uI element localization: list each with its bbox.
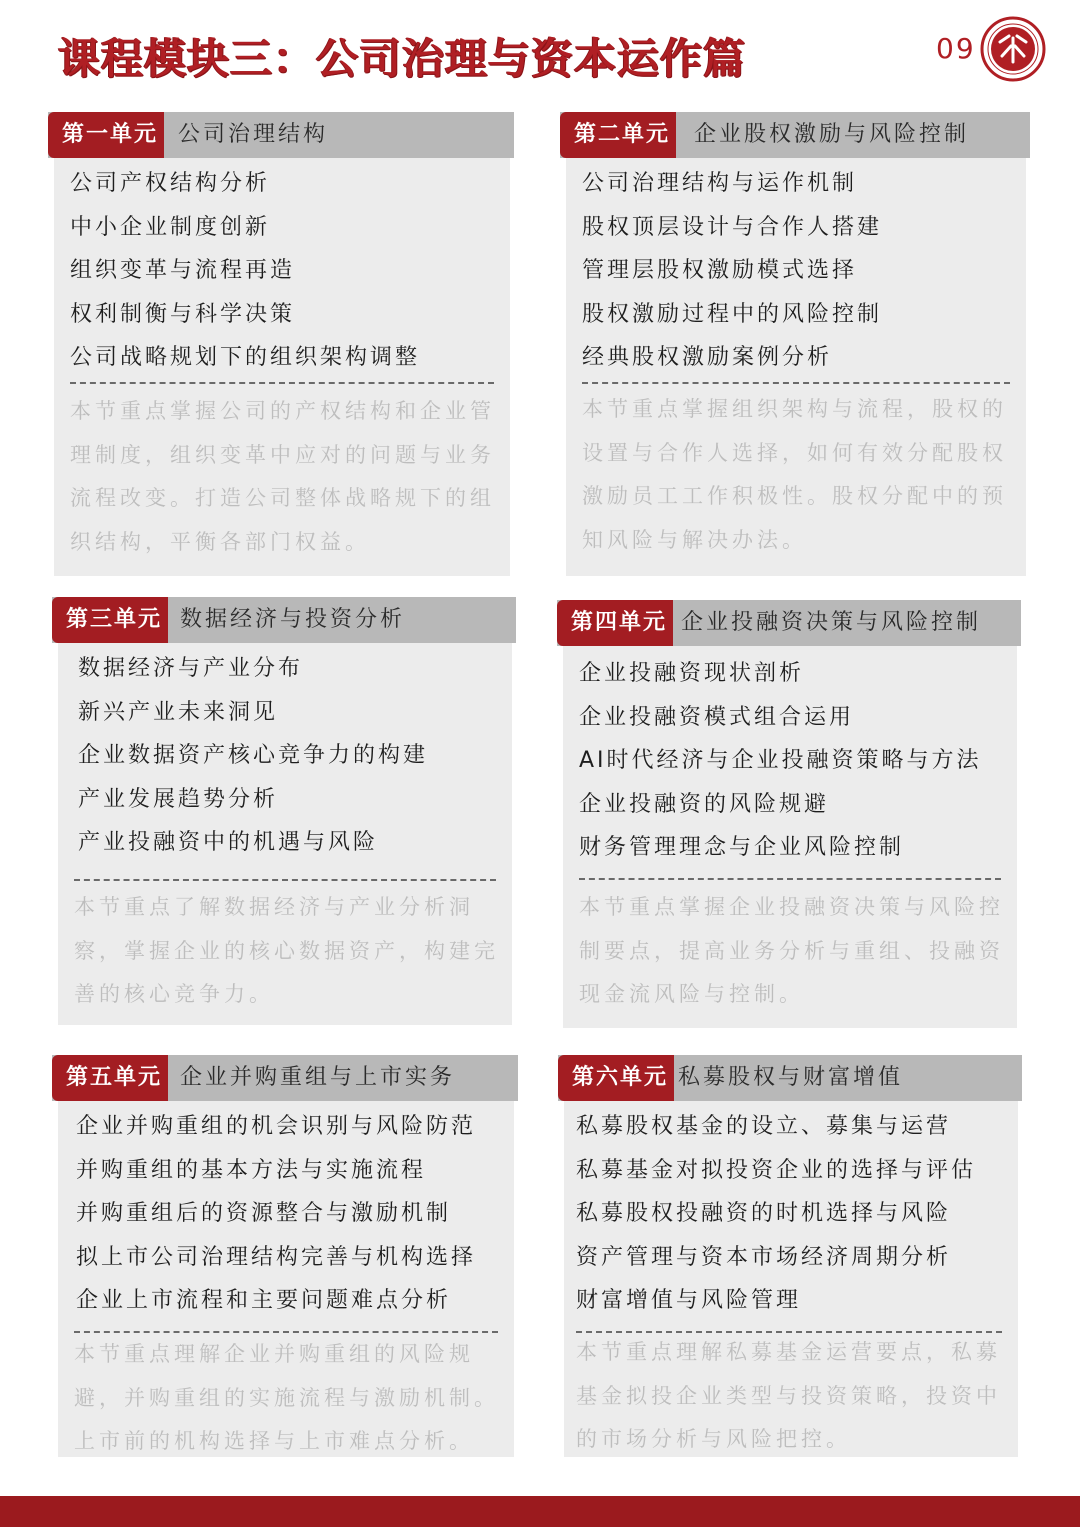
list-item: 并购重组后的资源整合与激励机制: [76, 1201, 452, 1226]
unit-card-3: [58, 597, 512, 1025]
list-item: 财富增值与风险管理: [576, 1288, 802, 1313]
unit-topic-list: [579, 652, 1007, 870]
list-item: 企业并购重组的机会识别与风险防范: [76, 1114, 477, 1139]
list-item: 股权顶层设计与合作人搭建: [582, 214, 883, 240]
unit-description: 本节重点了解数据经济与产业分析洞察，掌握企业的核心数据资产，构建完善的核心竞争力。: [74, 895, 499, 1006]
list-item: 股权激励过程中的风险控制: [582, 301, 883, 327]
page-title: 课程模块三：公司治理与资本运作篇: [58, 34, 747, 83]
page-number: 09: [936, 32, 976, 65]
list-item: 私募股权投融资的时机选择与风险: [576, 1201, 952, 1226]
unit-card-1: [54, 112, 510, 576]
unit-header: [557, 600, 1021, 646]
list-item: 企业数据资产核心竞争力的构建: [78, 743, 429, 768]
unit-title: 企业投融资决策与风险控制: [681, 610, 982, 635]
unit-card-5: [58, 1055, 514, 1457]
unit-tag: 第二单元: [560, 112, 676, 158]
list-item: 并购重组的基本方法与实施流程: [76, 1157, 427, 1183]
list-item: 管理层股权激励模式选择: [582, 258, 858, 283]
divider: [70, 382, 494, 384]
unit-title: 私募股权与财富增值: [678, 1065, 904, 1090]
unit-description: 本节重点掌握公司的产权结构和企业管理制度，组织变革中应对的问题与业务流程改变。打造公司整体战略规下的组织结构，平衡各部门权益。: [70, 399, 495, 554]
list-item: 资产管理与资本市场经济周期分析: [576, 1244, 952, 1270]
list-item: 产业投融资中的机遇与风险: [78, 830, 379, 855]
unit-topic-list: [78, 647, 502, 865]
unit-card-6: [564, 1055, 1018, 1457]
unit-header: [558, 1055, 1022, 1101]
list-item: 企业投融资模式组合运用: [579, 704, 855, 730]
divider: [74, 879, 496, 881]
list-item: 私募股权基金的设立、募集与运营: [576, 1114, 952, 1139]
list-item: 经典股权激励案例分析: [582, 345, 833, 370]
unit-topic-list: [70, 162, 500, 380]
footer-bar: [0, 1496, 1080, 1527]
unit-tag: 第三单元: [52, 597, 168, 643]
unit-description: 本节重点理解企业并购重组的风险规避，并购重组的实施流程与激励机制。上市前的机构选择与上市难点分析。: [74, 1342, 499, 1453]
list-item: 组织变革与流程再造: [70, 258, 296, 283]
unit-header: [48, 112, 514, 158]
list-item: 公司产权结构分析: [70, 171, 271, 196]
list-item: 公司治理结构与运作机制: [582, 171, 858, 196]
unit-tag: 第六单元: [558, 1055, 674, 1101]
unit-card-4: [563, 600, 1017, 1028]
unit-title: 企业股权激励与风险控制: [694, 122, 970, 147]
unit-title: 数据经济与投资分析: [180, 607, 406, 632]
list-item: 中小企业制度创新: [70, 214, 271, 240]
list-item: 数据经济与产业分布: [78, 656, 304, 681]
unit-topic-list: [76, 1105, 504, 1323]
unit-header: [52, 597, 516, 643]
unit-header: [52, 1055, 518, 1101]
list-item: 权利制衡与科学决策: [70, 301, 296, 327]
divider: [579, 878, 1001, 880]
list-item: 产业发展趋势分析: [78, 786, 279, 812]
list-item: 企业上市流程和主要问题难点分析: [76, 1288, 452, 1313]
unit-topic-list: [576, 1105, 1008, 1323]
list-item: 新兴产业未来洞见: [78, 699, 279, 725]
university-seal-icon: [980, 16, 1046, 82]
list-item: 拟上市公司治理结构完善与机构选择: [76, 1244, 477, 1270]
unit-card-2: [566, 112, 1026, 576]
unit-description: 本节重点掌握企业投融资决策与风险控制要点，提高业务分析与重组、投融资现金流风险与控制。: [579, 895, 1004, 1006]
unit-title: 企业并购重组与上市实务: [180, 1065, 456, 1090]
unit-topic-list: [582, 162, 1016, 380]
list-item: 财务管理理念与企业风险控制: [579, 835, 905, 860]
unit-title: 公司治理结构: [178, 122, 329, 147]
unit-description: 本节重点理解私募基金运营要点，私募基金拟投企业类型与投资策略，投资中的市场分析与风险把控。: [576, 1340, 1001, 1451]
list-item: 公司战略规划下的组织架构调整: [70, 345, 421, 370]
divider: [582, 382, 1010, 384]
unit-tag: 第四单元: [557, 600, 673, 646]
unit-tag: 第五单元: [52, 1055, 168, 1101]
unit-description: 本节重点掌握组织架构与流程，股权的设置与合作人选择，如何有效分配股权激励员工工作积极性。股权分配中的预知风险与解决办法。: [582, 397, 1007, 552]
unit-tag: 第一单元: [48, 112, 164, 158]
list-item: AI时代经济与企业投融资策略与方法: [579, 748, 982, 773]
list-item: 私募基金对拟投资企业的选择与评估: [576, 1157, 977, 1183]
list-item: 企业投融资的风险规避: [579, 791, 830, 817]
unit-header: [560, 112, 1030, 158]
list-item: 企业投融资现状剖析: [579, 661, 805, 686]
